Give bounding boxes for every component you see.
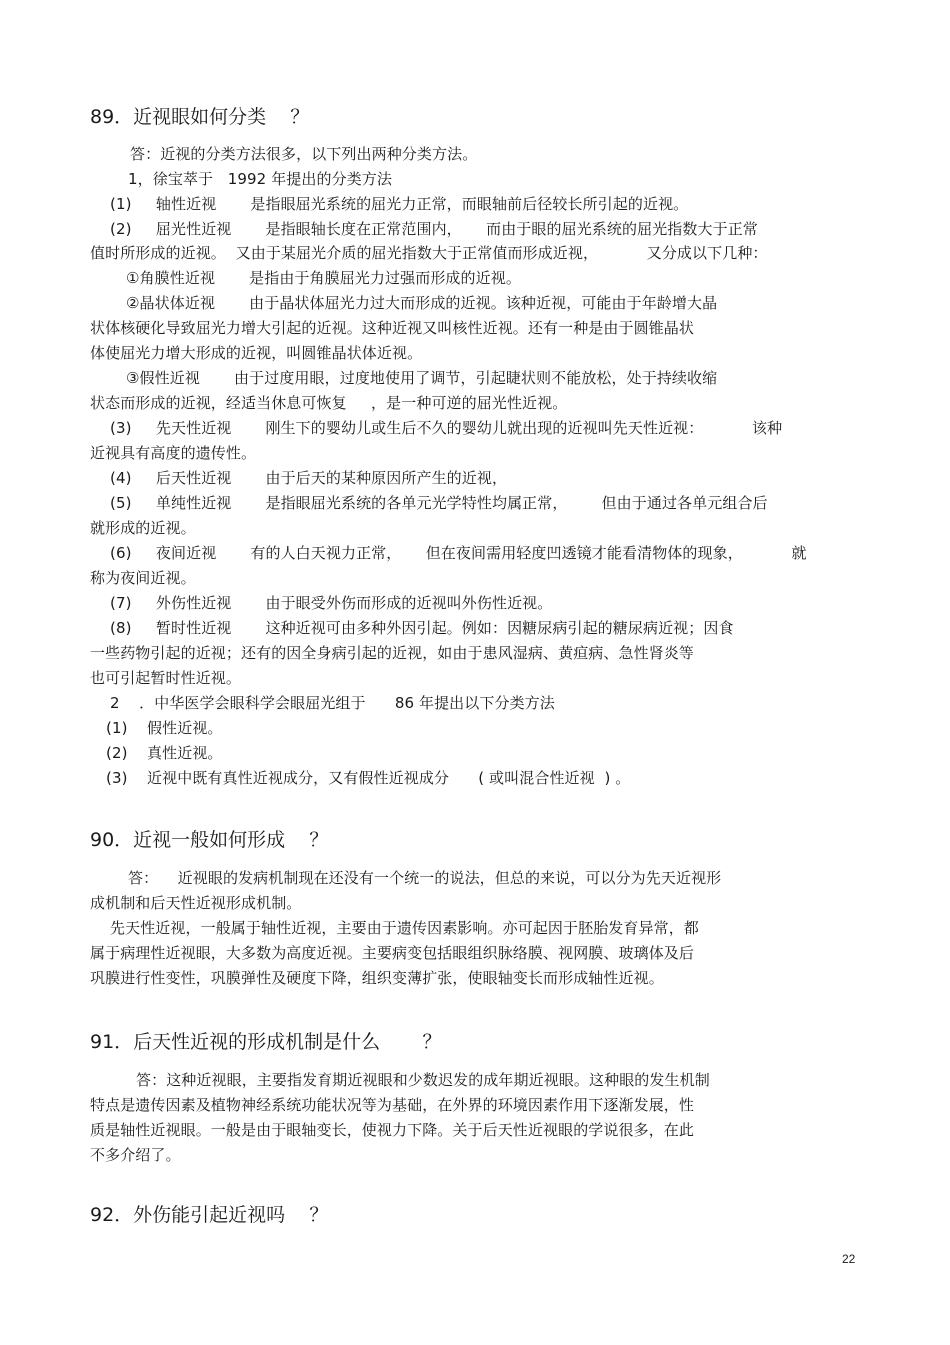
section-heading-91: 91．后天性近视的形成机制是什么 ？ bbox=[90, 1031, 442, 1053]
text-line: 状体核硬化导致屈光力增大引起的近视。这种近视又叫核性近视。还有一种是由于圆锥晶状 bbox=[90, 319, 695, 337]
text-line: (1) 假性近视。 bbox=[106, 719, 223, 737]
text-line: 属于病理性近视眼，大多数为高度近视。主要病变包括眼组织脉络膜、视网膜、玻璃体及后 bbox=[90, 944, 695, 962]
text-line: ①角膜性近视 是指由于角膜屈光力过强而形成的近视。 bbox=[126, 269, 521, 287]
section-heading-90: 90．近视一般如何形成 ？ bbox=[90, 829, 329, 851]
text-line: 1，徐宝萃于 1992 年提出的分类方法 bbox=[128, 170, 392, 188]
text-line: (3) 先天性近视 刚生下的婴幼儿或生后不久的婴幼儿就出现的近视叫先天性近视： 该种 bbox=[110, 419, 783, 437]
text-line: (8) 暂时性近视 这种近视可由多种外因引起。例如：因糖尿病引起的糖尿病近视；因食 bbox=[110, 619, 734, 637]
text-line: (5) 单纯性近视 是指眼屈光系统的各单元光学特性均属正常， 但由于通过各单元组合后 bbox=[110, 494, 768, 512]
text-line: 答： 近视眼的发病机制现在还没有一个统一的说法，但总的来说，可以分为先天近视形 bbox=[128, 869, 722, 887]
text-line: 先天性近视，一般属于轴性近视，主要由于遗传因素影响。亦可起因于胚胎发育异常，都 bbox=[110, 919, 699, 937]
text-line: 质是轴性近视眼。一般是由于眼轴变长，使视力下降。关于后天性近视眼的学说很多，在此 bbox=[90, 1121, 695, 1139]
text-line: (1) 轴性近视 是指眼屈光系统的屈光力正常，而眼轴前后径较长所引起的近视。 bbox=[110, 195, 689, 213]
text-line: 就形成的近视。 bbox=[90, 519, 196, 537]
section-heading-92: 92．外伤能引起近视吗 ？ bbox=[90, 1204, 329, 1226]
text-line: (4) 后天性近视 由于后天的某种原因所产生的近视， bbox=[110, 469, 508, 487]
text-line: 值时所形成的近视。 又由于某屈光介质的屈光指数大于正常值而形成近视， 又分成以下几种： bbox=[90, 244, 768, 262]
text-line: 答：这种近视眼，主要指发育期近视眼和少数迟发的成年期近视眼。这种眼的发生机制 bbox=[136, 1071, 710, 1089]
text-line: 体使屈光力增大形成的近视，叫圆锥晶状体近视。 bbox=[90, 344, 423, 362]
text-line: 答：近视的分类方法很多，以下列出两种分类方法。 bbox=[130, 145, 478, 163]
text-line: 2 ．中华医学会眼科学会眼屈光组于 86 年提出以下分类方法 bbox=[110, 694, 555, 712]
text-line: 巩膜进行性变性，巩膜弹性及硬度下降，组织变薄扩张，使眼轴变长而形成轴性近视。 bbox=[90, 969, 664, 987]
section-heading-89: 89．近视眼如何分类 ？ bbox=[90, 106, 310, 128]
text-line: (7) 外伤性近视 由于眼受外伤而形成的近视叫外伤性近视。 bbox=[110, 594, 553, 612]
text-line: 特点是遗传因素及植物神经系统功能状况等为基础，在外界的环境因素作用下逐渐发展，性 bbox=[90, 1096, 695, 1114]
text-line: ③假性近视 由于过度用眼，过度地使用了调节，引起睫状则不能放松，处于持续收缩 bbox=[126, 369, 718, 387]
text-line: (3) 近视中既有真性近视成分，又有假性近视成分 ( 或叫混合性近视 ) 。 bbox=[106, 769, 631, 787]
text-line: 状态而形成的近视，经适当休息可恢复 ，是一种可逆的屈光性近视。 bbox=[90, 394, 568, 412]
page-number: 22 bbox=[842, 1252, 856, 1266]
text-line: 成机制和后天性近视形成机制。 bbox=[90, 894, 302, 912]
text-line: (2) 屈光性近视 是指眼轴长度在正常范围内， 而由于眼的屈光系统的屈光指数大于正常 bbox=[110, 220, 758, 238]
text-line: 不多介绍了。 bbox=[90, 1146, 181, 1164]
text-line: (6) 夜间近视 有的人白天视力正常， 但在夜间需用轻度凹透镜才能看清物体的现象， 就 bbox=[110, 544, 807, 562]
text-line: ②晶状体近视 由于晶状体屈光力过大而形成的近视。该种近视，可能由于年龄增大晶 bbox=[126, 294, 718, 312]
text-line: (2) 真性近视。 bbox=[106, 744, 223, 762]
text-line: 称为夜间近视。 bbox=[90, 569, 196, 587]
text-line: 也可引起暂时性近视。 bbox=[90, 669, 242, 687]
text-line: 一些药物引起的近视；还有的因全身病引起的近视，如由于患风湿病、黄疸病、急性肾炎等 bbox=[90, 644, 695, 662]
text-line: 近视具有高度的遗传性。 bbox=[90, 444, 257, 462]
